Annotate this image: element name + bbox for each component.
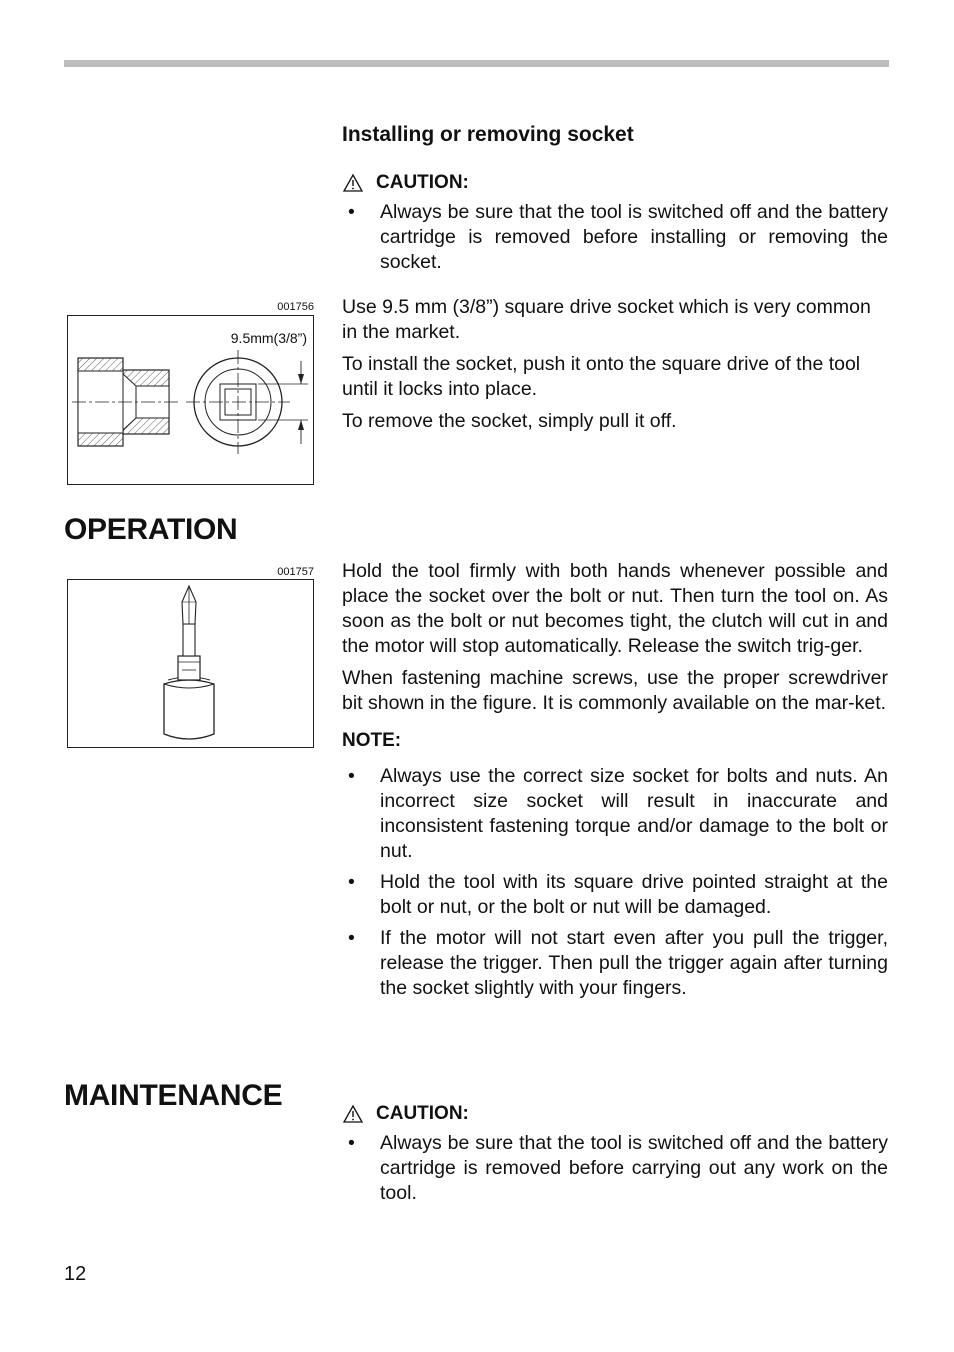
operation-paragraph: Hold the tool firmly with both hands whenever possible and place the socket over the bolt or nut. Then turn the tool on. As soon as the bolt or nut becomes tight, the clutch will cut in and the motor will stop automatically. Release the switch trig-ger. [342,560,888,657]
caution-label: CAUTION: [376,172,469,193]
note-item [342,764,888,864]
maintenance-caution [342,1101,888,1206]
bullet-dot: • [348,871,355,893]
page-number: 12 [64,1263,87,1285]
caution-item-text: Always be sure that the tool is switched off and the battery cartridge is removed before carrying out any work on the tool. [380,1132,888,1204]
screwdriver-bit-drawing [68,580,312,746]
warning-triangle-icon [342,1104,364,1124]
socket-drawing [68,316,312,483]
bullet-dot: • [348,765,355,787]
figure-code: 001757 [277,566,314,578]
install-paragraph: Use 9.5 mm (3/8”) square drive socket which is very common in the market. [342,296,871,343]
note-item [342,870,888,920]
note-item-text: Always use the correct size socket for bolts and nuts. An incorrect size socket will result in inaccurate and inconsistent fastening torque and/or damage to the bolt or nut. [380,765,888,862]
caution-item [342,1131,888,1206]
caution-heading [342,1101,888,1126]
operation-paragraph: When fastening machine screws, use the proper screwdriver bit shown in the figure. It is commonly available on the mar-ket. [342,667,888,714]
socket-figure [67,315,314,485]
note-item-text: Hold the tool with its square drive pointed straight at the bolt or nut, or the bolt or nut will be damaged. [380,871,888,918]
figure-dimension-label: 9.5mm(3/8”) [230,330,307,346]
caution-item [342,200,888,275]
caution-item-text: Always be sure that the tool is switched off and the battery cartridge is removed before installing or removing the socket. [380,201,888,273]
install-body [342,295,888,434]
install-paragraph: To remove the socket, simply pull it off. [342,410,677,432]
figure-code: 001756 [277,301,314,313]
install-heading: Installing or removing socket [342,123,634,146]
screwdriver-bit-figure [67,579,314,748]
note-item-text: If the motor will not start even after you pull the trigger, release the trigger. Then pull the trigger again after turning the socket slightly with your fingers. [380,927,888,999]
caution-heading [342,170,888,195]
note-item [342,926,888,1001]
bullet-dot: • [348,927,355,949]
bullet-dot: • [348,201,355,223]
maintenance-title: MAINTENANCE [64,1079,283,1112]
install-caution [342,170,888,275]
operation-body [342,559,888,1001]
warning-triangle-icon [342,173,364,193]
header-rule [64,60,889,67]
bullet-dot: • [348,1132,355,1154]
caution-label: CAUTION: [376,1103,469,1124]
note-label: NOTE: [342,730,402,751]
install-section [342,122,888,147]
install-paragraph: To install the socket, push it onto the square drive of the tool until it locks into place. [342,353,861,400]
operation-title: OPERATION [64,513,238,546]
